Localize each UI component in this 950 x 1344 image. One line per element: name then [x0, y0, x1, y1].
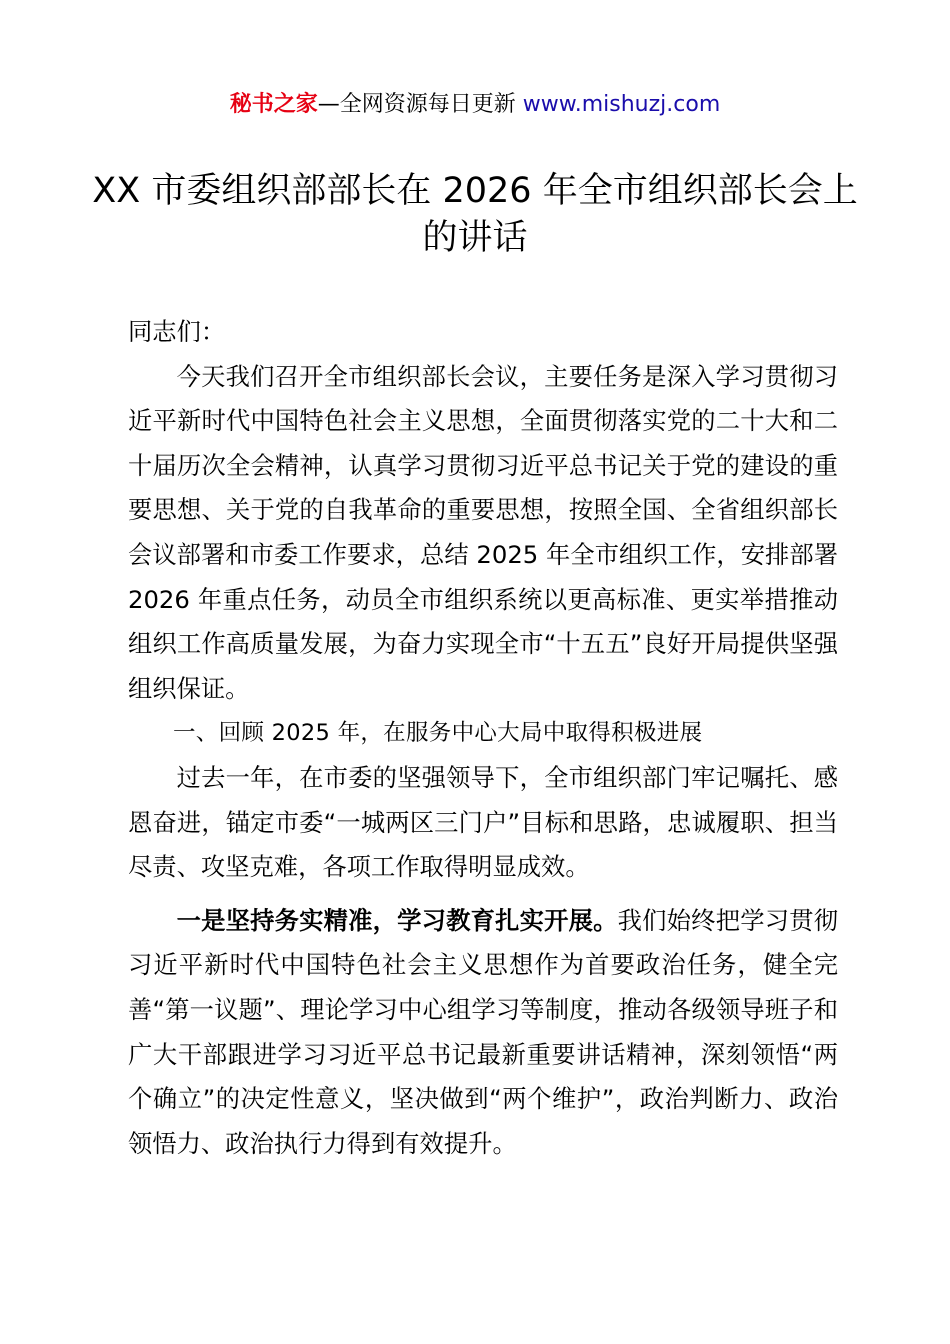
site-url-link[interactable]: www.mishuzj.com: [522, 92, 721, 117]
point-lead: 一是坚持务实精准，学习教育扎实开展。: [176, 905, 618, 935]
site-brand: 秘书之家: [229, 92, 318, 117]
section-summary-paragraph: 过去一年，在市委的坚强领导下，全市组织部门牢记嘱托、感恩奋进，锚定市委“一城两区三门户”目标和思路，忠诚履职、担当尽责、攻坚克难，各项工作取得明显成效。: [128, 762, 838, 882]
document-body: [128, 310, 838, 1166]
site-tagline: —全网资源每日更新: [317, 92, 523, 117]
salutation: 同志们：: [128, 317, 226, 346]
site-header: [0, 90, 950, 120]
point-text: 我们始终把学习贯彻习近平新时代中国特色社会主义思想作为首要政治任务，健全完善“第一议题”、理论学习中心组学习等制度，推动各级领导班子和广大干部跟进学习习近平总书记最新重要讲话精神，深刻领悟“两个确立”的决定性意义，坚决做到“两个维护”，政治判断力、政治领悟力、政治执行力得到有效提升。: [128, 905, 839, 1158]
intro-paragraph: 今天我们召开全市组织部长会议，主要任务是深入学习贯彻习近平新时代中国特色社会主义思想，全面贯彻落实党的二十大和二十届历次全会精神，认真学习贯彻习近平总书记关于党的建设的重要思想、关于党的自我革命的重要思想，按照全国、全省组织部长会议部署和市委工作要求，总结 2025 年全市组织工作，安排部署 2026 年重点任务，动员全市组织系统以更高标准、更实举措推动组织工作高质量发展，为奋力实现全市“十五五”良好开局提供坚强组织保证。: [128, 361, 838, 703]
point-paragraph: [128, 899, 838, 1167]
section-heading: 一、回顾 2025 年，在服务中心大局中取得积极进展: [173, 720, 703, 747]
document-title: XX 市委组织部部长在 2026 年全市组织部长会上的讲话: [92, 171, 858, 258]
